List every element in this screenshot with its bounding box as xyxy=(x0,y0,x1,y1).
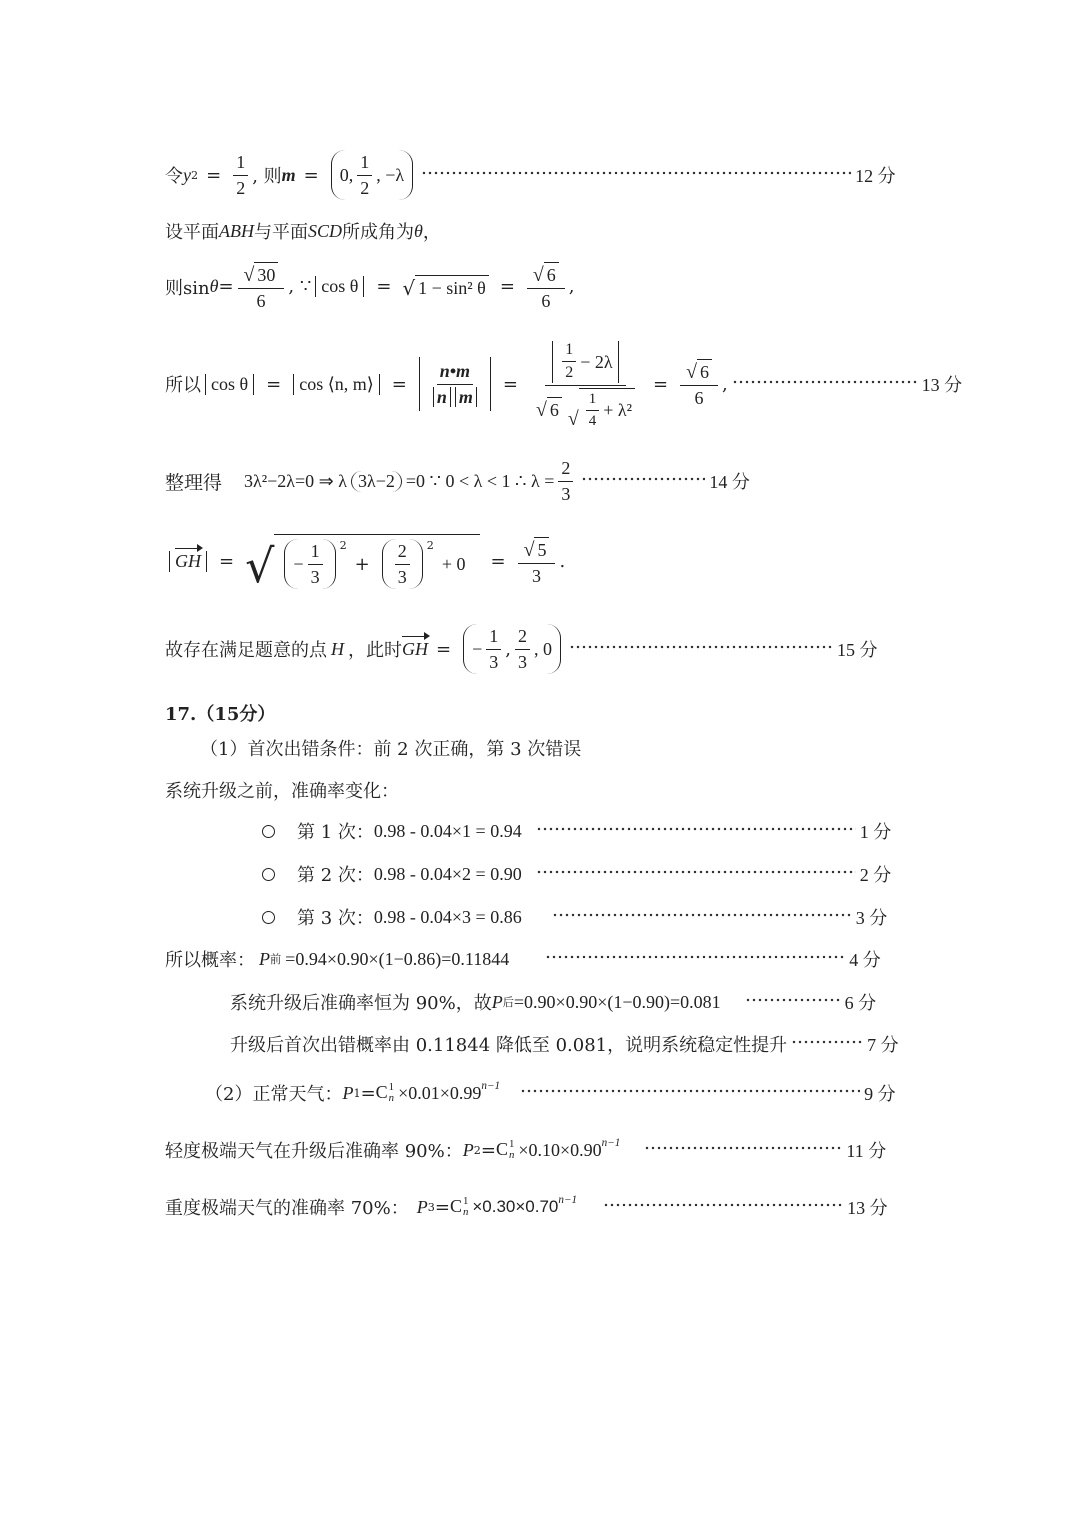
score: 15 分 xyxy=(836,640,878,661)
line-gh-length: GH = √ − $\frac{1}{3}$ $^2$ + $\frac{2}{3}$ $^2$ + 0 = √ 5 3 . xyxy=(165,534,565,589)
leader-dots xyxy=(545,954,845,960)
line-first-error-condition: （1）首次出错条件：前 2 次正确，第 3 次错误 xyxy=(200,739,582,760)
leader-dots xyxy=(791,1039,863,1045)
abs-fraction: $\frac{n•m}{\text{n m}}$ xyxy=(419,357,491,411)
leader-dots xyxy=(536,826,856,832)
text: 令 xyxy=(165,166,183,188)
line-point-h-exists: 故存在满足题意的点 H ，此时 GH = − $\frac{1}{3}$ , $\frac{2}{3}$ , 0 15 分 xyxy=(165,624,877,674)
line-mild-extreme-weather: 轻度极端天气在升级后准确率 90%： P 2 = C 1 n ×0.10×0.90 $^{n-1}$ 11 分 xyxy=(165,1137,887,1162)
score: 1 分 xyxy=(859,822,892,842)
combination: C 1 n xyxy=(449,1195,469,1218)
line-cos-nm: 所以 cos θ = cos ⟨n, m⟩ = $\frac{n•m}{\text{n m}}$ = $\frac{1}{2}$ − 2λ √ 6 √ $\frac{1}{4}$ + λ² = √ 6 6 , 13 分 xyxy=(165,338,962,430)
leader-dots xyxy=(536,869,856,875)
score: 14 分 xyxy=(709,472,750,493)
vector-coords: 0, $\frac{1}{2}$ , −λ xyxy=(331,150,413,200)
plane-scd: SCD xyxy=(308,220,343,241)
combination: C 1 n xyxy=(495,1138,515,1161)
sqrt-big: √ − $\frac{1}{3}$ $^2$ + $\frac{2}{3}$ $^2$ + 0 xyxy=(245,534,479,589)
big-fraction: $\frac{1}{2}$ − 2λ √ 6 √ $\frac{1}{4}$ + λ² xyxy=(530,338,641,430)
bullet-3: 第 3 次： 0.98 - 0.04×3 = 0.86 3 分 xyxy=(262,904,887,930)
leader-dots xyxy=(520,1088,860,1094)
var-y: y xyxy=(183,164,191,185)
score: 13 分 xyxy=(847,1198,888,1218)
line-normal-weather: （2）正常天气： P 1 = C 1 n ×0.01×0.99 $^{n-1}$ 9 分 xyxy=(205,1080,896,1105)
leader-dots xyxy=(603,1202,843,1208)
leader-dots xyxy=(732,379,918,385)
sqrt-expression: √ 1 − sin² θ xyxy=(403,275,489,299)
bullet-circle-icon xyxy=(262,825,275,838)
leader-dots xyxy=(581,476,705,482)
line-simplify: 整理得 3λ²−2λ=0 ⇒ λ 3λ−2 =0 ∵ 0 < λ < 1 ∴ λ = $\frac{2}{3}$ 14 分 xyxy=(165,458,750,504)
leader-dots xyxy=(552,912,852,918)
leader-dots xyxy=(745,997,841,1003)
leader-dots xyxy=(644,1145,842,1151)
bullet-circle-icon xyxy=(262,911,275,924)
bullet-circle-icon xyxy=(262,868,275,881)
equals: = xyxy=(303,164,319,186)
vector-gh: GH xyxy=(175,551,201,572)
line-stability-improved: 升级后首次出错概率由 0.11844 降低至 0.081，说明系统稳定性提升 7 分 xyxy=(230,1031,899,1057)
line-probability-after: 系统升级后准确率恒为 90%，故 P 后 =0.90×0.90×(1−0.90)=0.081 6 分 xyxy=(230,989,876,1015)
line-sin-theta: 则sin θ = √ 30 6 , ∵ cos θ = √ 1 − sin² θ = √ 6 6 , xyxy=(165,263,575,311)
score: 3 分 xyxy=(855,908,888,928)
leader-dots xyxy=(569,644,833,650)
score: 13 分 xyxy=(921,375,963,396)
vector-m: m xyxy=(281,164,296,185)
combination: C 1 n xyxy=(375,1081,395,1104)
text: , 则 xyxy=(252,166,282,188)
score: 4 分 xyxy=(849,950,881,970)
abs-cos: cos θ xyxy=(315,276,364,297)
score: 12 分 xyxy=(855,166,896,187)
score: 11 分 xyxy=(846,1141,887,1161)
score: 2 分 xyxy=(859,865,892,885)
line-before-upgrade: 系统升级之前，准确率变化： xyxy=(165,781,399,802)
fraction-sqrt30-6: √ 30 6 xyxy=(238,262,285,311)
score: 7 分 xyxy=(867,1035,899,1055)
bullet-1: 第 1 次： 0.98 - 0.04×1 = 0.94 1 分 xyxy=(262,818,891,844)
leader-dots xyxy=(421,170,851,176)
subscript: 2 xyxy=(191,168,199,182)
bullet-2: 第 2 次： 0.98 - 0.04×2 = 0.90 2 分 xyxy=(262,861,891,887)
plane-abh: ABH xyxy=(219,220,254,241)
score: 6 分 xyxy=(844,993,877,1013)
question-17-title: 17.（15分） xyxy=(165,704,276,725)
line-severe-extreme-weather: 重度极端天气的准确率 70%： P 3 = C 1 n ×0.30×0.70 $^{n-1}$ 13 分 xyxy=(165,1194,888,1219)
score: 9 分 xyxy=(864,1084,896,1104)
fraction: $\frac{1}{2}$ xyxy=(233,152,248,198)
line-let-y2: 令 y 2 = $\frac{1}{2}$ , 则 m = 0, $\frac{1}{2}$ , −λ 12 分 xyxy=(165,150,896,200)
line-probability-before: 所以概率： P 前 =0.94×0.90×(1−0.86)=0.11844 4 分 xyxy=(165,946,881,972)
line-plane-angle: 设平面 ABH 与平面 SCD 所成角为 θ ， xyxy=(165,220,441,243)
